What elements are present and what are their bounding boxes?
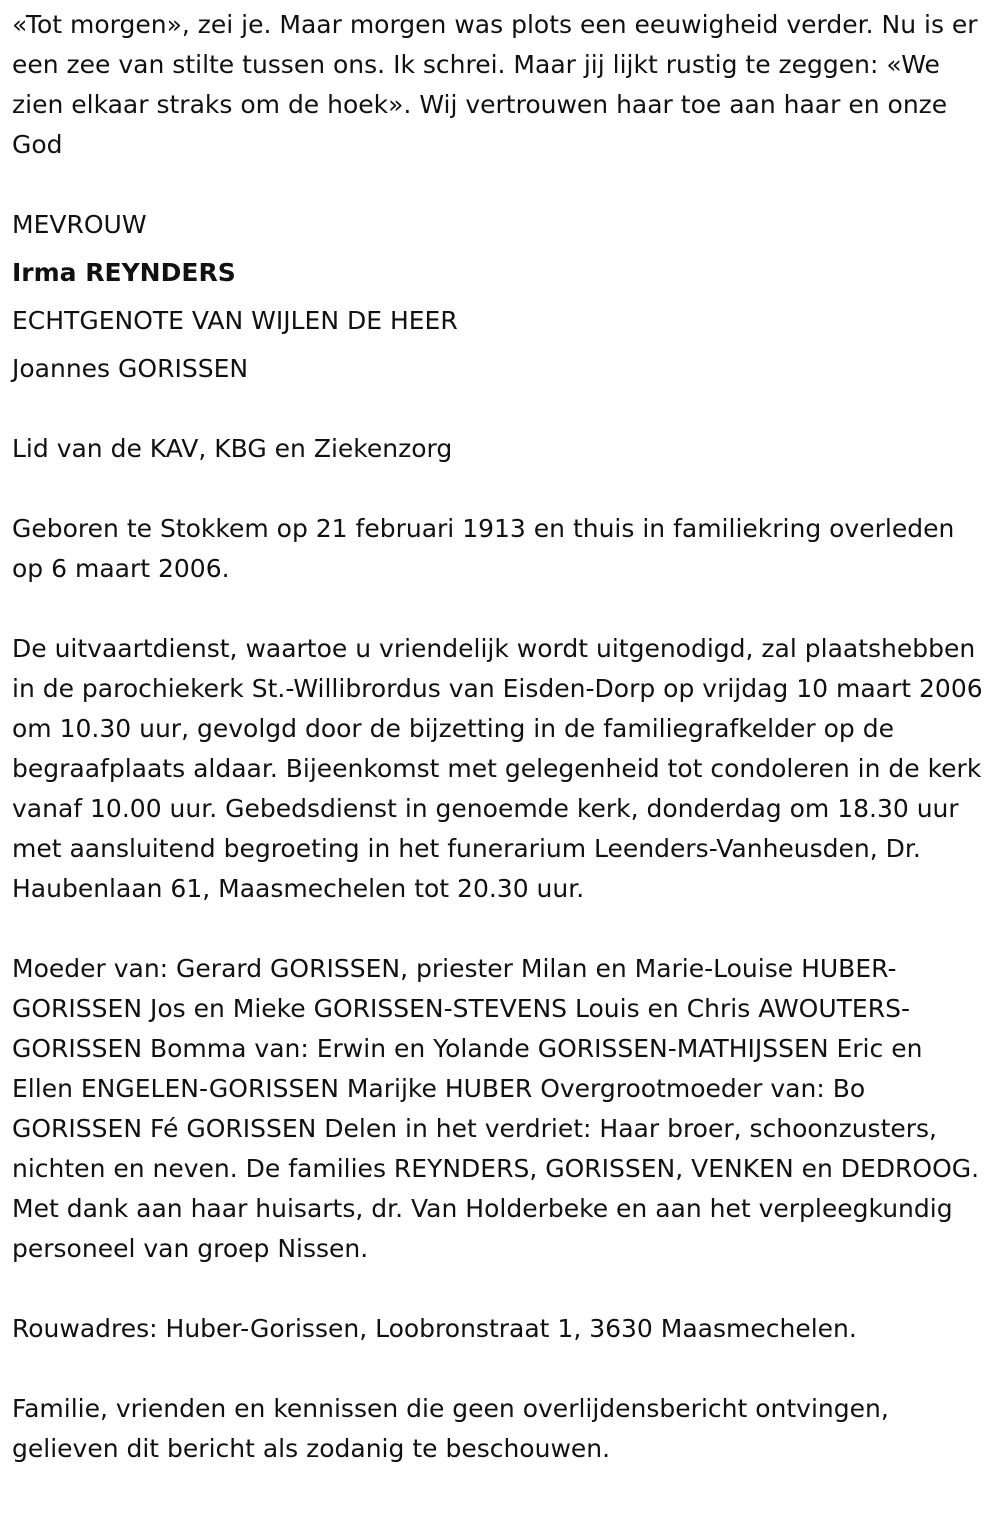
closing-paragraph: Familie, vrienden en kennissen die geen overlijdensbericht ontvingen, gelieven dit bericht als zodanig te beschouwen. <box>12 1394 889 1463</box>
deceased-name: Irma REYNDERS <box>12 258 236 287</box>
deceased-name-block <box>12 205 988 389</box>
spouse-name: Joannes GORISSEN <box>12 354 249 383</box>
mourning-address: Rouwadres: Huber-Gorissen, Loobronstraat 1, 3630 Maasmechelen. <box>12 1314 857 1343</box>
opening-quote: «Tot morgen», zei je. Maar morgen was plots een eeuwigheid verder. Nu is er een zee van stilte tussen ons. Ik schrei. Maar jij lijkt rustig te zeggen: «We zien elkaar straks om de hoek». Wij vertrouwen haar toe aan haar en onze God <box>12 10 978 159</box>
honorific-title: MEVROUW <box>12 210 147 239</box>
spouse-label: ECHTGENOTE VAN WIJLEN DE HEER <box>12 306 458 335</box>
funeral-paragraph: De uitvaartdienst, waartoe u vriendelijk wordt uitgenodigd, zal plaatshebben in de parochiekerk St.-Willibrordus van Eisden-Dorp op vrijdag 10 maart 2006 om 10.30 uur, gevolgd door de bijzetting in de familiegrafkelder op de begraafplaats aldaar. Bijeenkomst met gelegenheid tot condoleren in de kerk vanaf 10.00 uur. Gebedsdienst in genoemde kerk, donderdag om 18.30 uur met aansluitend begroeting in het funerarium Leenders-Vanheusden, Dr. Haubenlaan 61, Maasmechelen tot 20.30 uur. <box>12 634 983 903</box>
family-paragraph: Moeder van: Gerard GORISSEN, priester Milan en Marie-Louise HUBER-GORISSEN Jos en Mieke GORISSEN-STEVENS Louis en Chris AWOUTERS-GORISSEN Bomma van: Erwin en Yolande GORISSEN-MATHIJSSEN Eric en Ellen ENGELEN-GORISSEN Marijke HUBER Overgrootmoeder van: Bo GORISSEN Fé GORISSEN Delen in het verdriet: Haar broer, schoonzusters, nichten en neven. De families REYNDERS, GORISSEN, VENKEN en DEDROOG. Met dank aan haar huisarts, dr. Van Holderbeke en aan het verpleegkundig personeel van groep Nissen. <box>12 954 980 1263</box>
birth-death-paragraph: Geboren te Stokkem op 21 februari 1913 en thuis in familiekring overleden op 6 maart 2006. <box>12 514 955 583</box>
membership-line: Lid van de KAV, KBG en Ziekenzorg <box>12 434 453 463</box>
